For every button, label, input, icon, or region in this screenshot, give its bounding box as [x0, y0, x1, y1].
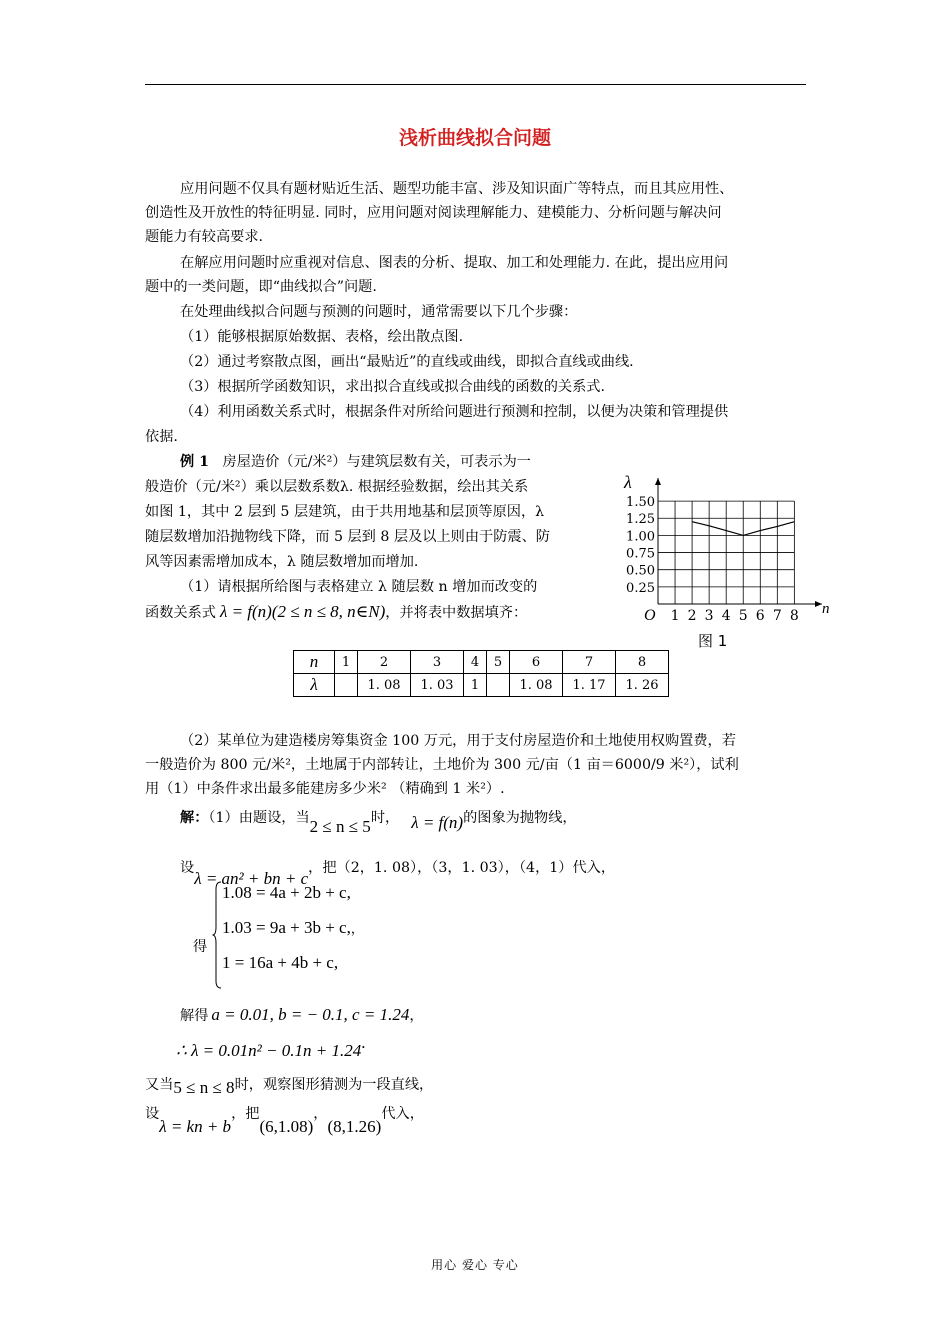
x-tick-label: 4 — [721, 608, 731, 624]
solution-s1c: 的图象为抛物线， — [463, 810, 577, 826]
y-tick-label: 1.25 — [626, 512, 655, 528]
table-row-n — [294, 651, 669, 674]
table-cell: 3 — [411, 651, 464, 674]
y-axis-arrow — [655, 478, 661, 485]
example-line3: 如图 1，其中 2 层到 5 层建筑，由于共用地基和层顶等原因，λ — [145, 504, 545, 520]
example-label: 例 1 — [180, 454, 209, 470]
example-line2: 般造价（元/米²）乘以层数系数λ. 根据经验数据，绘出其关系 — [145, 479, 529, 495]
table-cell: λ — [294, 674, 335, 697]
x-axis-label: n — [822, 601, 830, 617]
table-cell: 7 — [563, 651, 616, 674]
solution-s4d: 代入， — [381, 1106, 424, 1122]
solution-label: 解： — [180, 810, 209, 826]
step-1: （1）能够根据原始数据、表格，绘出散点图. — [180, 329, 464, 345]
solve-end: ， — [409, 1008, 424, 1024]
q1-text: 函数关系式 — [145, 605, 216, 621]
table-cell: 1. 08 — [510, 674, 563, 697]
table-cell: 8 — [616, 651, 669, 674]
point-6: (6,1.08) — [259, 1117, 314, 1136]
parabola-form: λ = an² + bn + c — [194, 869, 309, 888]
step-3: （3）根据所学函数知识，求出拟合直线或拟合曲线的函数的关系式. — [180, 379, 605, 395]
x-tick-label: 5 — [738, 608, 748, 624]
y-tick-label: 0.50 — [626, 563, 655, 579]
solution-s2: 设 — [180, 860, 195, 876]
x-tick-label: 3 — [704, 608, 714, 624]
p3: 在处理曲线拟合问题与预测的问题时，通常需要以下几个步骤： — [180, 304, 578, 320]
table-cell — [487, 674, 510, 697]
equation-1: 1.08 = 4a + 2b + c, — [222, 883, 351, 902]
chart-grid — [658, 501, 794, 604]
table-cell: 1 — [335, 651, 358, 674]
y-axis-label: λ — [624, 472, 632, 492]
example-line1 — [180, 453, 531, 471]
x-tick-label: 6 — [755, 608, 765, 624]
lambda-f-n: λ = f(n) — [411, 813, 464, 832]
question1-line1: （1）请根据所给图与表格建立 λ 随层数 n 增加而改变的 — [180, 579, 538, 595]
table-cell: 1 — [464, 674, 487, 697]
table-cell: 1. 26 — [616, 674, 669, 697]
x-axis-arrow — [815, 601, 822, 607]
solve-values: a = 0.01, b = − 0.1, c = 1.24 — [211, 1005, 410, 1024]
solution-line2 — [180, 858, 616, 888]
origin-label: O — [644, 607, 656, 624]
table-cell: 1. 17 — [563, 674, 616, 697]
data-table — [293, 650, 669, 697]
p2-line2: 题中的一类问题，即“曲线拟合”问题. — [145, 279, 377, 295]
part2-line3: 用（1）中条件求出最多能建房多少米² （精确到 1 米²）. — [145, 781, 505, 797]
y-tick-label: 1.00 — [626, 529, 655, 545]
p1-line3: 题能力有较高要求. — [145, 229, 264, 245]
y-tick-label: 0.25 — [626, 580, 655, 596]
part2-line2: 一般造价为 800 元/米²，土地属于内部转让，土地价为 300 元/亩（1 亩＝6000/9 米²），试利 — [145, 757, 739, 773]
solve-label: 解得 — [180, 1008, 209, 1024]
equation-3: 1 = 16a + 4b + c, — [222, 953, 339, 972]
question1-line2 — [145, 603, 527, 622]
solution-s3b: 时，观察图形猜测为一段直线， — [234, 1077, 434, 1093]
solution-s4c: ， — [313, 1106, 328, 1122]
q1-formula: λ = f(n)(2 ≤ n ≤ 8, n∈N) — [219, 602, 386, 621]
step-2: （2）通过考察散点图，画出“最贴近”的直线或曲线，即拟合直线或曲线. — [180, 354, 634, 370]
get-label: 得 — [193, 939, 208, 955]
linear-form: λ = kn + b — [159, 1117, 232, 1136]
example-line4: 随层数增加沿抛物线下降，而 5 层到 8 层及以上则由于防震、防 — [145, 529, 550, 545]
x-tick-label: 7 — [772, 608, 782, 624]
figure-caption: 图 1 — [698, 632, 728, 650]
table-cell: 1. 03 — [411, 674, 464, 697]
p1-line1: 应用问题不仅具有题材贴近生活、题型功能丰富、涉及知识面广等特点，而且其应用性、 — [180, 181, 734, 197]
table-row-lambda — [294, 674, 669, 697]
x-tick-label: 1 — [670, 608, 680, 624]
solution-s4b: ，把 — [231, 1106, 260, 1122]
figure-1-chart — [612, 466, 830, 651]
solution-s1b: 时， — [370, 810, 400, 826]
table-cell: n — [294, 651, 335, 674]
result-end: . — [361, 1033, 366, 1052]
example-line5: 风等因素需增加成本，λ 随层数增加而增加. — [145, 554, 419, 570]
solution-s3: 又当 — [145, 1077, 174, 1093]
p2-line1: 在解应用问题时应重视对信息、图表的分析、提取、加工和处理能力. 在此，提出应用问 — [180, 255, 729, 271]
solution-s2b: ，把（2，1. 08），（3，1. 03），（4，1）代入， — [308, 860, 616, 876]
x-tick-label: 2 — [687, 608, 697, 624]
table-cell: 2 — [358, 651, 411, 674]
page-title: 浅析曲线拟合问题 — [398, 127, 551, 149]
solution-s1: （1）由题设，当 — [208, 810, 310, 826]
range-5-8: 5 ≤ n ≤ 8 — [173, 1078, 235, 1097]
solution-s4: 设 — [145, 1106, 160, 1122]
y-tick-label: 1.50 — [626, 495, 655, 511]
y-tick-label: 0.75 — [626, 546, 655, 562]
solve-line — [180, 1006, 424, 1025]
table-cell: 1. 08 — [358, 674, 411, 697]
part2-line1: （2）某单位为建造楼房筹集资金 100 万元，用于支付房屋造价和土地使用权购置费，若 — [180, 733, 736, 749]
table-cell: 5 — [487, 651, 510, 674]
q1-tail: ，并将表中数据填齐： — [385, 605, 528, 621]
solution-line3 — [145, 1075, 434, 1097]
point-8: (8,1.26) — [327, 1117, 382, 1136]
solution-line4 — [145, 1104, 424, 1136]
chart-ticks — [626, 495, 799, 624]
chart-axes — [655, 478, 822, 607]
range-2-5: 2 ≤ n ≤ 5 — [309, 817, 371, 836]
step-4-line1: （4）利用函数关系式时，根据条件对所给问题进行预测和控制，以便为决策和管理提供 — [180, 404, 729, 420]
step-4-line2: 依据. — [145, 429, 178, 445]
table-cell — [335, 674, 358, 697]
equation-2 — [222, 919, 364, 939]
page-footer: 用心 爱心 专心 — [431, 1258, 519, 1272]
system-brace — [212, 881, 222, 989]
header-rule — [145, 84, 806, 85]
table-cell: 6 — [510, 651, 563, 674]
solution-line1 — [180, 808, 577, 836]
table-cell: 4 — [464, 651, 487, 674]
x-tick-label: 8 — [789, 608, 799, 624]
equation-2-text: 1.03 = 9a + 3b + c, — [222, 918, 351, 937]
result-text: ∴ λ = 0.01n² − 0.1n + 1.24 — [176, 1041, 362, 1060]
p1-line2: 创造性及开放性的特征明显. 同时，应用问题对阅读理解能力、建模能力、分析问题与解决问 — [145, 205, 722, 221]
example-l1: 房屋造价（元/米²）与建筑层数有关，可表示为一 — [222, 454, 531, 470]
equation-2-comma: ， — [350, 922, 364, 937]
result-formula — [176, 1033, 366, 1060]
